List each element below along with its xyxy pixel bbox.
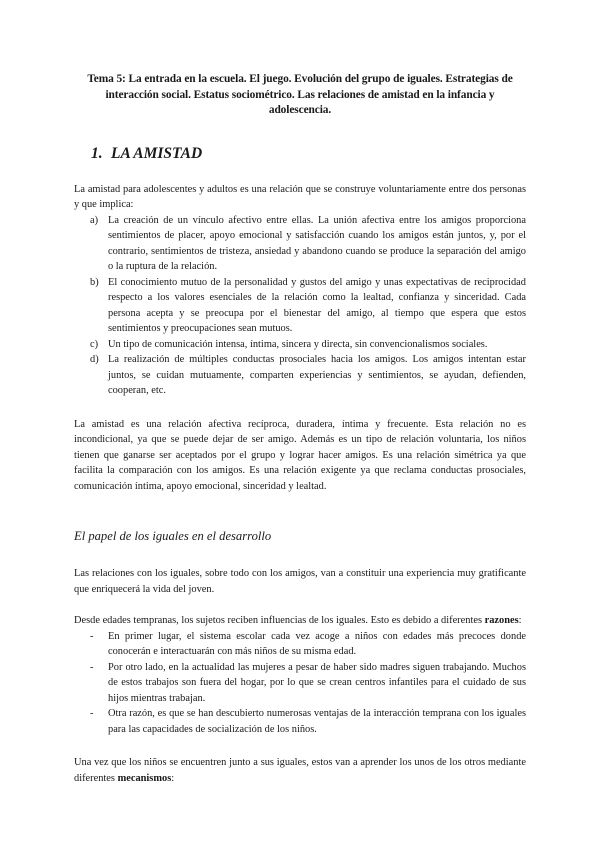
page-content (74, 72, 526, 786)
list-item (74, 213, 526, 275)
list-item-text: El conocimiento mutuo de la personalidad y gustos del amigo y unas expectativas de reciprocidad respecto a los valores esenciales de la relación como la lealtad, confianza y sinceridad. Cada persona acepta y se preocupa por el bienestar del amigo, al tiempo que espera que estos sentimientos y preocupaciones sean mutuos. (108, 276, 526, 334)
mecanismos-paragraph (74, 755, 526, 786)
razones-list (74, 629, 526, 738)
list-item-text: La creación de un vínculo afectivo entre ellas. La unión afectiva entre los amigos proporciona sentimientos de placer, apoyo emocional y satisfacción cuando los amigos están juntos, y, por el contrario, sentimientos de tristeza, ansiedad y abandono cuando se produce la separación del amigo o la ruptura de la relación. (108, 214, 526, 272)
razones-paragraph (74, 613, 526, 629)
list-item (74, 629, 526, 660)
mecanismos-bold: mecanismos (117, 772, 172, 784)
mecanismos-colon: : (171, 772, 175, 784)
razones-colon: : (518, 615, 522, 626)
list-item (74, 660, 526, 707)
list-item (74, 337, 526, 353)
amistad-paragraph: La amistad es una relación afectiva recíproca, duradera, íntima y frecuente. Esta relación no es incondicional, ya que se puede dejar de ser amigo. Además es un tipo de relación voluntaria, los niños tienen que ganarse ser aceptados por el grupo y lograr hacer amigos. Es una relación simétrica ya que facilita la comparación con los amigos. Es una relación exigente ya que reclama conductas prosociales, comunicación íntima, apoyo emocional, sinceridad y lealtad. (74, 418, 526, 492)
mecanismos-text: Una vez que los niños se encuentren junto a sus iguales, estos van a aprender los unos de los otros mediante diferentes (74, 757, 526, 784)
section-heading-amistad (91, 145, 526, 163)
list-marker: a) (90, 214, 99, 226)
list-marker: d) (90, 354, 99, 365)
list-item (74, 352, 526, 399)
document-title: Tema 5: La entrada en la escuela. El juego. Evolución del grupo de iguales. Estrategias de interacción social. Estatus sociométrico. Las relaciones de amistad en la infancia y adolescencia. (87, 73, 513, 116)
razones-bold: razones (484, 615, 519, 626)
list-item-text: Otra razón, es que se han descubierto numerosas ventajas de la interacción temprana con los iguales para las capacidades de socialización de los niños. (108, 708, 526, 735)
amistad-list (74, 213, 526, 399)
razones-text: Desde edades tempranas, los sujetos reciben influencias de los iguales. Esto es debido a diferentes (74, 615, 485, 626)
list-marker: b) (90, 276, 99, 288)
list-item (74, 706, 526, 737)
subsection-heading: El papel de los iguales en el desarrollo (74, 529, 272, 543)
list-item-text: Un tipo de comunicación intensa, íntima, sincera y directa, sin convencionalismos sociales. (108, 338, 488, 350)
section-number: 1. (91, 144, 103, 162)
section-title: LA AMISTAD (111, 144, 203, 162)
list-item-text: Por otro lado, en la actualidad las mujeres a pesar de haber sido madres siguen trabajando. Muchos de estos trabajos son fuera del hogar, por lo que se crean centros infantiles para el cuidado de sus hijos mientras trabajan. (108, 661, 526, 704)
amistad-intro: La amistad para adolescentes y adultos es una relación que se construye voluntariamente entre dos personas y que implica: (74, 183, 526, 210)
iguales-paragraph: Las relaciones con los iguales, sobre todo con los amigos, van a constituir una experiencia muy gratificante que enriquecerá la vida del joven. (74, 568, 526, 595)
list-marker: - (90, 708, 94, 719)
list-marker: - (90, 661, 94, 673)
list-marker: c) (90, 338, 99, 350)
list-item-text: La realización de múltiples conductas prosociales hacia los amigos. Los amigos intentan estar juntos, se cuidan mutuamente, comparten experiencias y sentimientos, se ayudan, defienden, cooperan, etc. (108, 354, 526, 396)
list-marker: - (90, 630, 94, 642)
list-item (74, 275, 526, 337)
list-item-text: En primer lugar, el sistema escolar cada vez acoge a niños con edades más precoces donde conocerán e interactuarán con más niños de su misma edad. (108, 630, 526, 657)
